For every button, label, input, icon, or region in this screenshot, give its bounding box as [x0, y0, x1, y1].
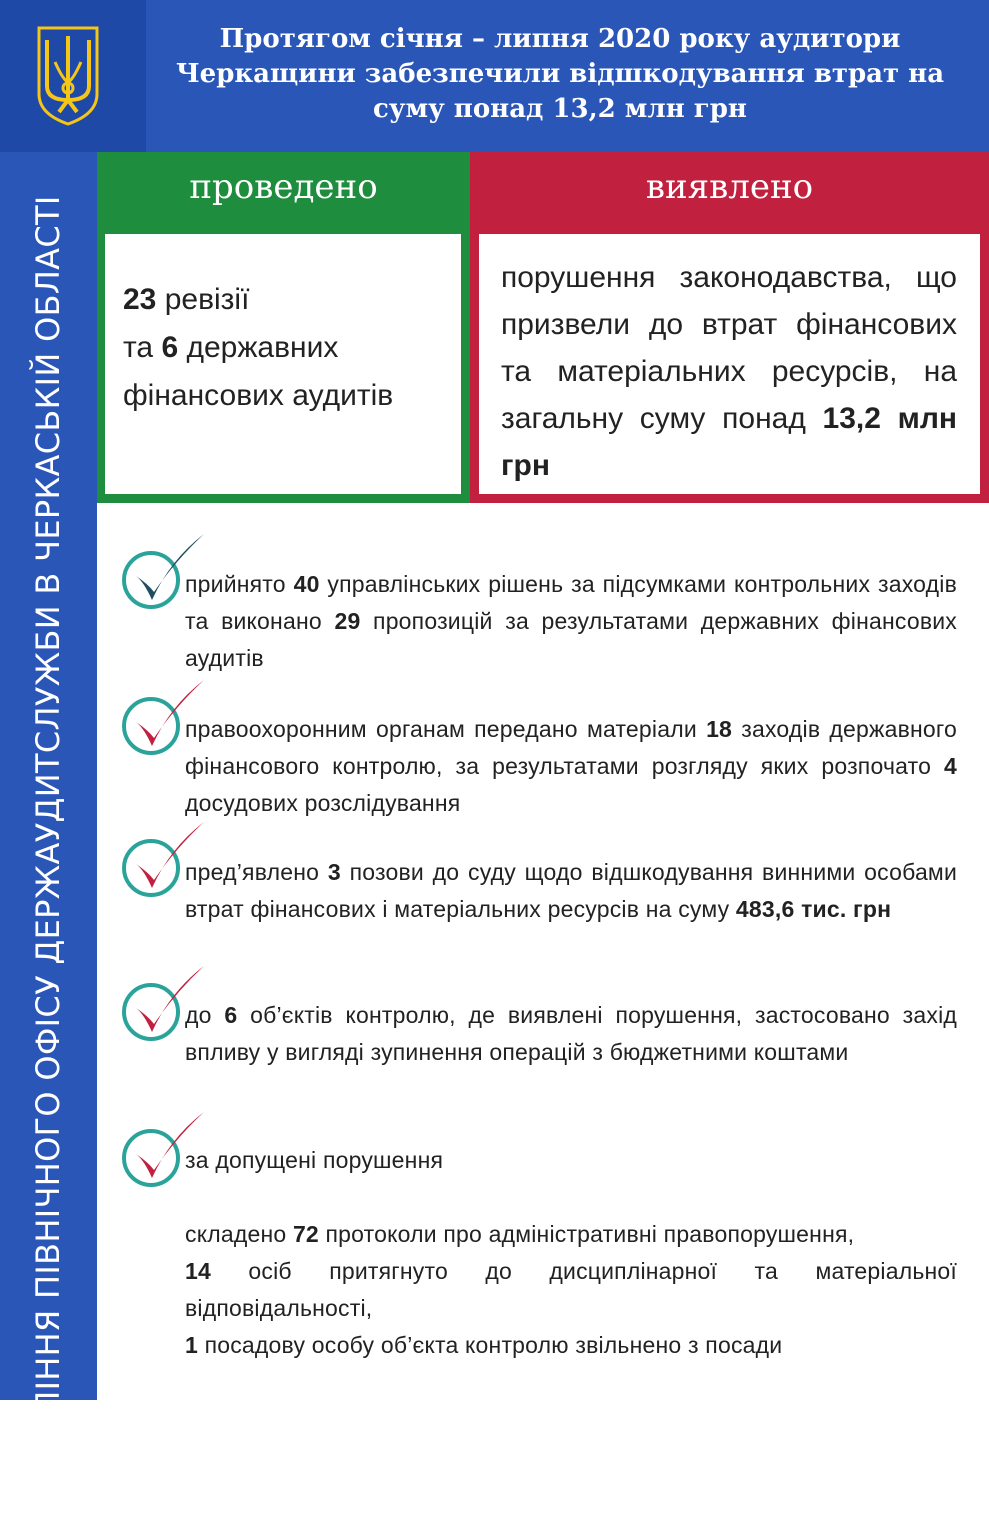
trident-emblem-icon — [33, 22, 103, 128]
revisions-count: 23 — [123, 283, 157, 316]
found-text — [501, 254, 957, 489]
title-line: Протягом січня – липня 2020 року аудитори — [219, 24, 901, 54]
page-title — [160, 22, 960, 127]
sanctions-list — [185, 1216, 957, 1364]
list-item: правоохоронним органам передано матеріали 18 заходів державного фінансового контролю, за результатами розгляду яких розпочато 4 досудових розслідування — [185, 716, 957, 816]
found-content — [479, 234, 980, 494]
and-label: та — [123, 331, 162, 364]
list-item: за допущені порушення — [185, 1147, 444, 1173]
found-heading: виявлено — [645, 167, 814, 207]
sanction-line: 14 осіб притягнуто до дисциплінарної та матеріальної відповідальності, — [185, 1258, 957, 1321]
found-box — [470, 152, 989, 503]
found-description: порушення законодавства, що призвели до втрат фінансових та матеріальних ресурсів, на загальну суму понад — [501, 261, 957, 435]
list-item: до 6 об’єктів контролю, де виявлені порушення, застосовано захід впливу у вигляді зупинення операцій з бюджетними коштами — [185, 1002, 958, 1065]
revisions-label: ревізії — [156, 283, 250, 316]
audits-label: фінансових аудитів — [123, 379, 394, 412]
sidebar — [0, 152, 97, 1523]
list-item: пред’явлено 3 позови до суду щодо відшкодування винними особами втрат фінансових і матеріальних ресурсів на суму 483,6 тис. грн — [185, 859, 957, 922]
conducted-box — [97, 152, 470, 503]
sanction-line: складено 72 протоколи про адміністративні правопорушення, — [185, 1221, 855, 1247]
header-banner — [0, 0, 989, 152]
sidebar-vertical-text: УПРАВЛІННЯ ПІВНІЧНОГО ОФІСУ ДЕРЖАУДИТСЛУЖБИ В ЧЕРКАСЬКІЙ ОБЛАСТІ — [29, 195, 67, 1523]
conducted-heading: проведено — [189, 167, 378, 207]
found-amount: 13,2 млн грн — [501, 402, 957, 482]
sanction-line: 1 посадову особу об’єкта контролю звільнено з посади — [185, 1332, 783, 1358]
state-label: державних — [178, 331, 339, 364]
title-line: Черкащини забезпечили відшкодування втрат на — [175, 59, 945, 89]
conducted-content — [105, 234, 461, 494]
conducted-text — [123, 276, 453, 420]
emblem-box — [0, 0, 146, 152]
list-item: прийнято 40 управлінських рішень за підсумками контрольних заходів та виконано 29 пропозицій за результатами державних фінансових аудитів — [185, 571, 957, 671]
title-line: суму понад 13,2 млн грн — [373, 94, 747, 124]
audits-count: 6 — [161, 331, 179, 364]
